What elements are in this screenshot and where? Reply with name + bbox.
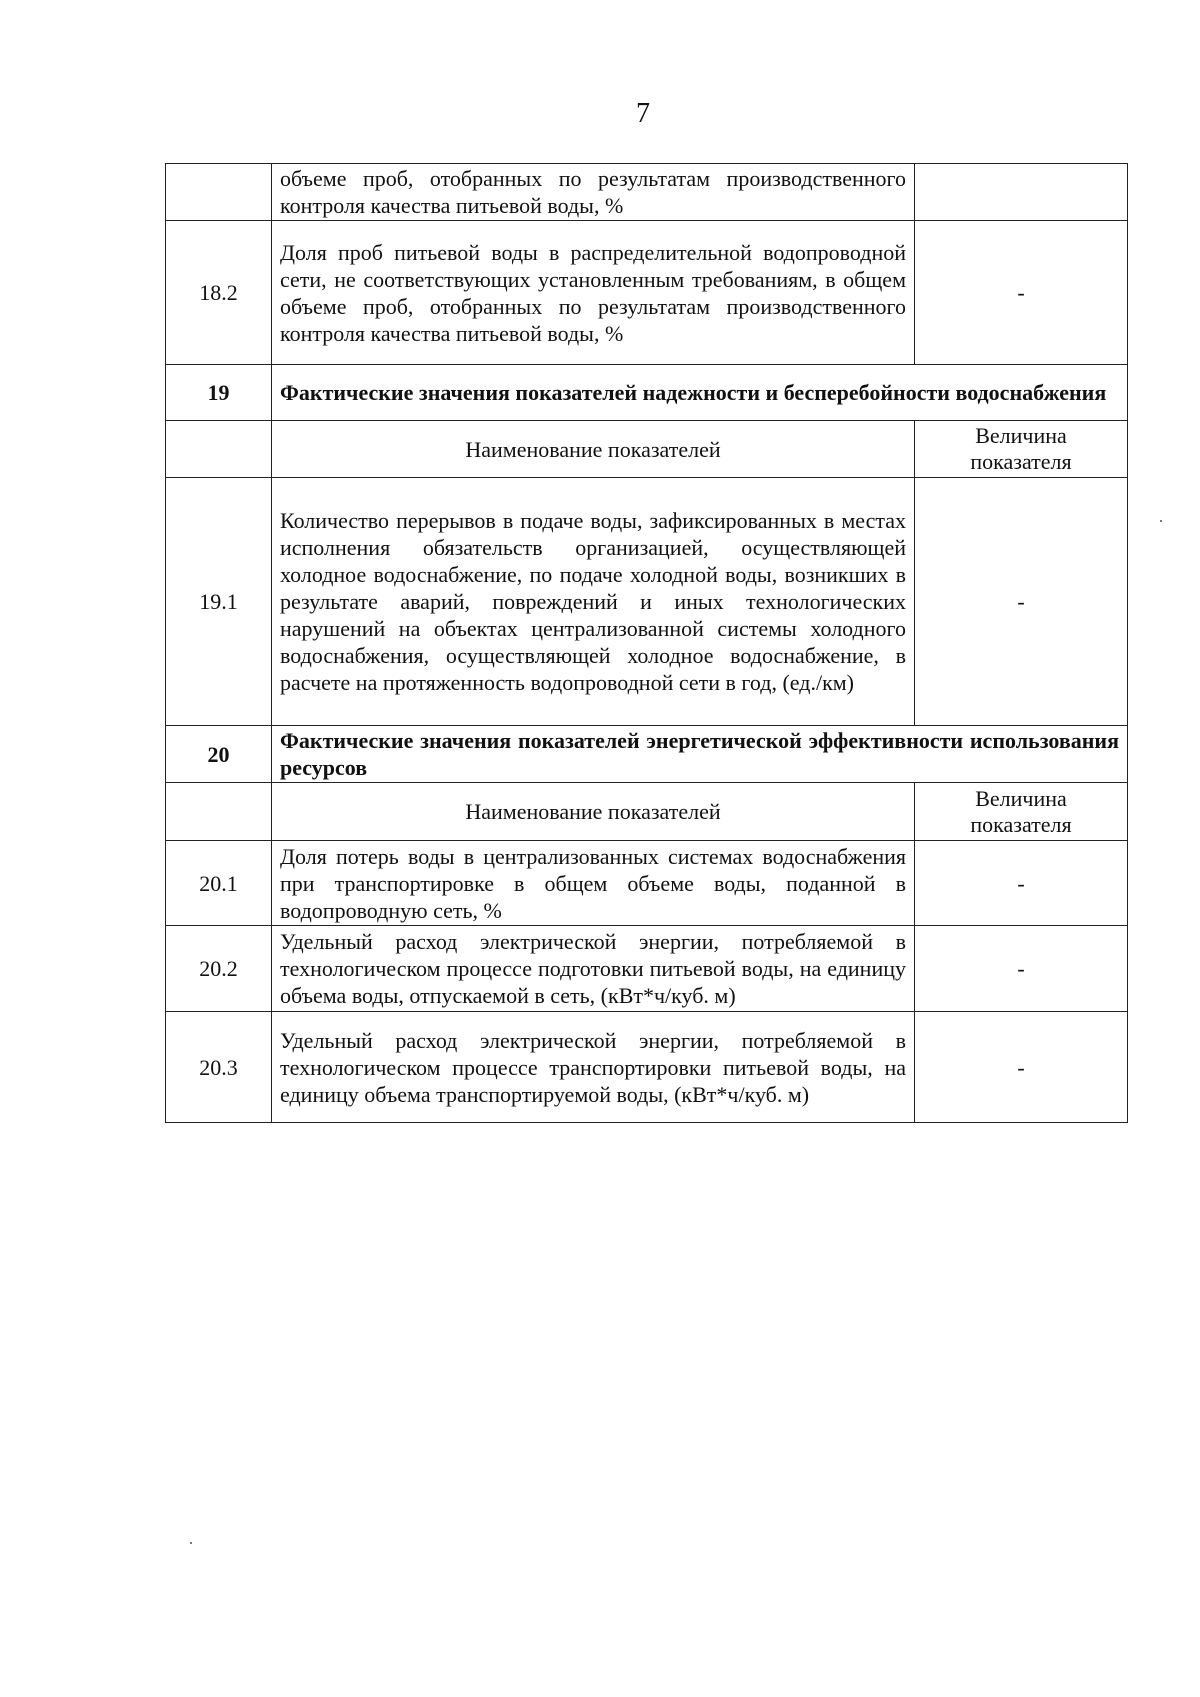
empty-header-cell	[166, 783, 272, 841]
scan-speck	[1160, 520, 1162, 522]
indicator-value: -	[915, 926, 1128, 1012]
table-row	[166, 841, 1128, 926]
indicator-description: Удельный расход электрической энергии, потребляемой в технологическом процессе транспортировки питьевой воды, на единицу объема транспортируемой воды, (кВт*ч/куб. м)	[272, 1012, 915, 1123]
indicator-value: -	[915, 221, 1128, 365]
indicator-value-header: Величина показателя	[915, 421, 1128, 478]
row-number-cell: 18.2	[166, 221, 272, 365]
indicator-name-header: Наименование показателей	[272, 783, 915, 841]
table-row	[166, 1012, 1128, 1123]
indicator-description: Доля проб питьевой воды в распределительной водопроводной сети, не соответствующих установленным требованиям, в общем объеме проб, отобранных по результатам производственного контроля качества питьевой воды, %	[272, 221, 915, 365]
row-number-cell	[166, 164, 272, 221]
indicator-description: Удельный расход электрической энергии, потребляемой в технологическом процессе подготовки питьевой воды, на единицу объема воды, отпускаемой в сеть, (кВт*ч/куб. м)	[272, 926, 915, 1012]
section-number: 20	[166, 726, 272, 783]
indicator-value: -	[915, 478, 1128, 726]
indicator-description: Доля потерь воды в централизованных системах водоснабжения при транспортировке в общем объеме воды, поданной в водопроводную сеть, %	[272, 841, 915, 926]
row-number-cell: 20.1	[166, 841, 272, 926]
indicator-value: -	[915, 1012, 1128, 1123]
section-title: Фактические значения показателей энергетической эффективности использования ресурсов	[272, 726, 1128, 783]
row-number-cell: 20.3	[166, 1012, 272, 1123]
table-row	[166, 926, 1128, 1012]
row-number-cell: 20.2	[166, 926, 272, 1012]
section-number: 19	[166, 365, 272, 421]
indicator-name-header: Наименование показателей	[272, 421, 915, 478]
section-row	[166, 365, 1128, 421]
empty-header-cell	[166, 421, 272, 478]
table-row	[166, 221, 1128, 365]
column-header-row	[166, 421, 1128, 478]
page-number: 7	[636, 98, 650, 129]
indicators-table	[165, 163, 1128, 1123]
section-title: Фактические значения показателей надежности и бесперебойности водоснабжения	[272, 365, 1128, 421]
section-row	[166, 726, 1128, 783]
indicator-value	[915, 164, 1128, 221]
table-row	[166, 478, 1128, 726]
indicator-value-header: Величина показателя	[915, 783, 1128, 841]
indicator-description: объеме проб, отобранных по результатам производственного контроля качества питьевой воды, %	[272, 164, 915, 221]
indicator-value: -	[915, 841, 1128, 926]
column-header-row	[166, 783, 1128, 841]
table-row	[166, 164, 1128, 221]
scan-speck	[190, 1542, 192, 1544]
row-number-cell: 19.1	[166, 478, 272, 726]
indicator-description: Количество перерывов в подаче воды, зафиксированных в местах исполнения обязательств организацией, осуществляющей холодное водоснабжение, по подаче холодной воды, возникших в результате аварий, повреждений и иных технологических нарушений на объектах централизованной системы холодного водоснабжения, осуществляющей холодное водоснабжение, в расчете на протяженность водопроводной сети в год, (ед./км)	[272, 478, 915, 726]
